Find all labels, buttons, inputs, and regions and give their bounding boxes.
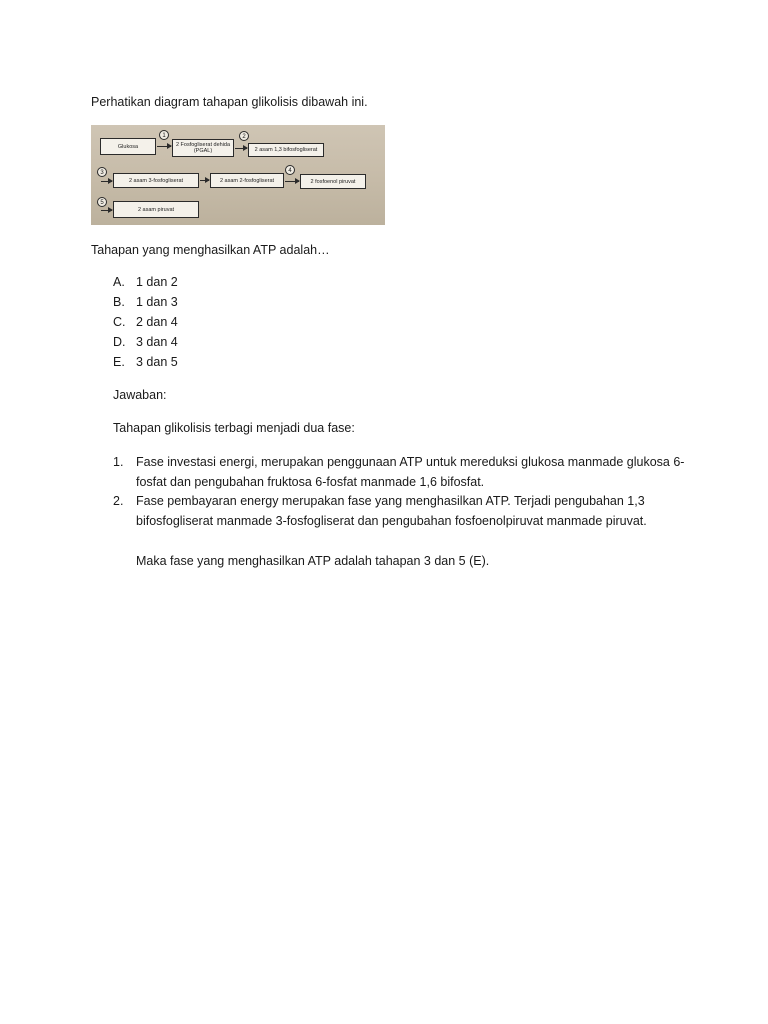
question-text: Tahapan yang menghasilkan ATP adalah… [91, 243, 330, 257]
option-letter-e: E. [113, 355, 125, 369]
diagram-box-glukosa: Glukosa [100, 138, 156, 155]
diagram-step-2: 2 [239, 131, 249, 141]
diagram-step-4: 4 [285, 165, 295, 175]
option-text-a: 1 dan 2 [136, 275, 178, 289]
diagram-arrow [101, 210, 112, 211]
option-text-c: 2 dan 4 [136, 315, 178, 329]
phase-text-1: Fase investasi energi, merupakan penggunaan ATP untuk mereduksi glukosa manmade glukosa 6-fosfat dan pengubahan fruktosa 6-fosfat manmade 1,6 bifosfat. [136, 455, 685, 489]
option-letter-b: B. [113, 295, 125, 309]
intro-text: Perhatikan diagram tahapan glikolisis dibawah ini. [91, 95, 368, 109]
diagram-step-5: 5 [97, 197, 107, 207]
diagram-arrow [101, 181, 112, 182]
option-letter-c: C. [113, 315, 126, 329]
conclusion-text: Maka fase yang menghasilkan ATP adalah tahapan 3 dan 5 (E). [136, 554, 490, 568]
phase-intro-text: Tahapan glikolisis terbagi menjadi dua fase: [113, 421, 355, 435]
glycolysis-diagram-photo [91, 125, 385, 225]
diagram-box-3-fosfogliserat: 2 asam 3-fosfogliserat [113, 173, 199, 188]
option-letter-d: D. [113, 335, 126, 349]
phase-number-1: 1. [113, 455, 124, 469]
diagram-arrow [157, 146, 171, 147]
diagram-arrow [200, 180, 209, 181]
diagram-box-13-bifosfogliserat: 2 asam 1,3 bifosfogliserat [248, 143, 324, 157]
option-text-d: 3 dan 4 [136, 335, 178, 349]
phase-text-2: Fase pembayaran energy merupakan fase yang menghasilkan ATP. Terjadi pengubahan 1,3 bifosfogliserat manmade 3-fosfogliserat dan pengubahan fosfoenolpiruvat manmade piruvat. [136, 494, 647, 528]
option-text-e: 3 dan 5 [136, 355, 178, 369]
diagram-box-2-fosfogliserat: 2 asam 2-fosfogliserat [210, 173, 284, 188]
option-text-b: 1 dan 3 [136, 295, 178, 309]
diagram-step-1: 1 [159, 130, 169, 140]
diagram-box-pgal: 2 Fosfogliserat dehida (PGAL) [172, 139, 234, 157]
diagram-step-3: 3 [97, 167, 107, 177]
answer-label: Jawaban: [113, 388, 167, 402]
diagram-arrow [285, 181, 299, 182]
diagram-box-asam-piruvat: 2 asam piruvat [113, 201, 199, 218]
phase-number-2: 2. [113, 494, 124, 508]
diagram-arrow [235, 148, 247, 149]
diagram-box-fosfoenol-piruvat: 2 fosfoenol piruvat [300, 174, 366, 189]
option-letter-a: A. [113, 275, 125, 289]
